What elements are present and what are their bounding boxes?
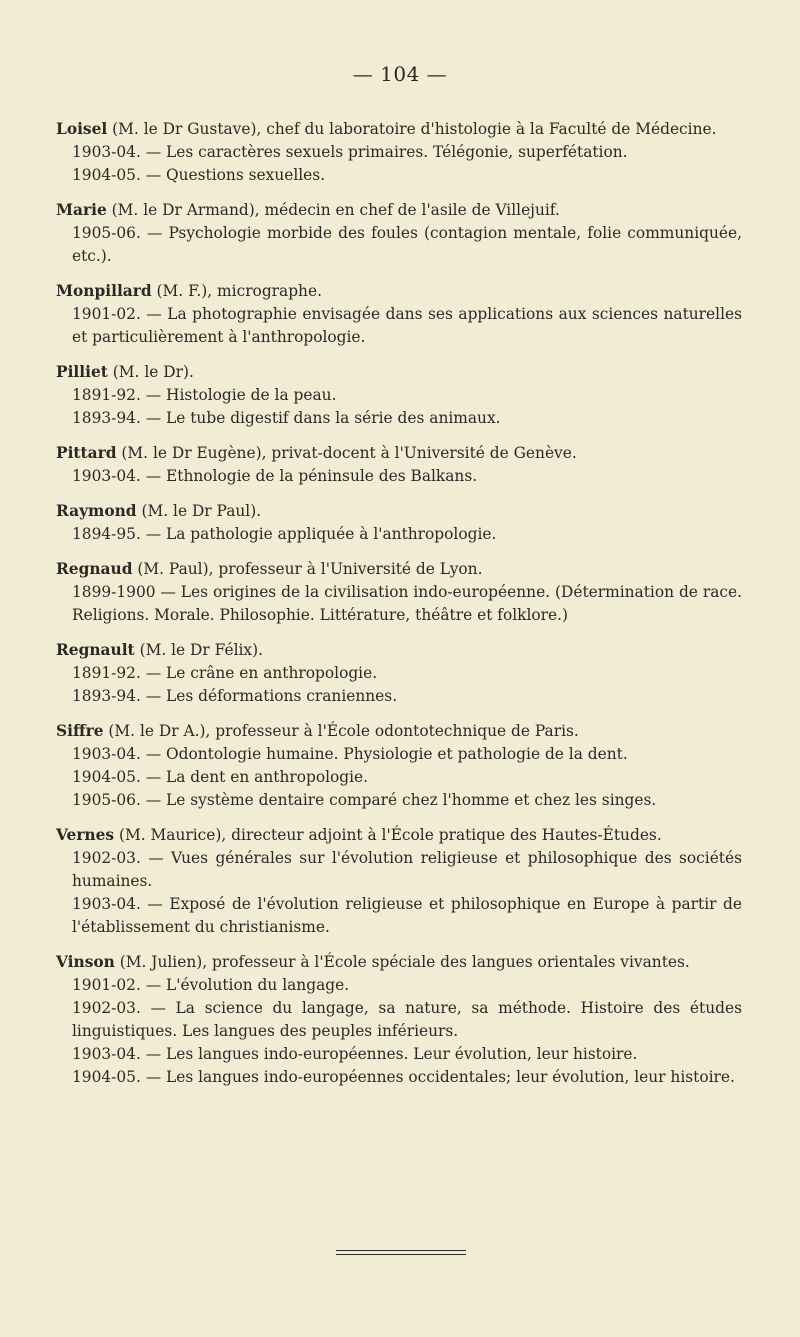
entry-name: Vinson (56, 953, 115, 971)
entry-heading (56, 824, 742, 847)
course-line: 1902-03. — Vues générales sur l'évolution religieuse et philosophique des sociétés humaines. (72, 849, 742, 890)
course-line: 1905-06. — Psychologie morbide des foules (contagion mentale, folie communiquée, etc.). (72, 224, 742, 265)
entry-heading (56, 442, 742, 465)
entry-description: (M. Paul), professeur à l'Université de Lyon. (137, 560, 483, 578)
course-line: 1891-92. — Le crâne en anthropologie. (72, 664, 378, 682)
course-line: 1903-04. — Les caractères sexuels primaires. Télégonie, superfétation. (72, 143, 628, 161)
entry-vernes (56, 824, 742, 939)
course-line: 1902-03. — La science du langage, sa nature, sa méthode. Histoire des études linguistiques. Les langues des peuples inférieurs. (72, 999, 742, 1040)
course-line: 1893-94. — Le tube digestif dans la série des animaux. (72, 409, 501, 427)
entry-heading (56, 558, 742, 581)
course-line: 1899-1900 — Les origines de la civilisation indo-européenne. (Détermination de race. Religions. Morale. Philosophie. Littérature, théâtre et folklore.) (72, 583, 742, 624)
entry-name: Siffre (56, 722, 104, 740)
entry-description: (M. F.), micrographe. (156, 282, 322, 300)
course-line: 1904-05. — La dent en anthropologie. (72, 768, 369, 786)
entry-name: Raymond (56, 502, 137, 520)
entry-description: (M. le Dr Gustave), chef du laboratoire d'histologie à la Faculté de Médecine. (112, 120, 717, 138)
entry-description: (M. le Dr A.), professeur à l'École odontotechnique de Paris. (108, 722, 579, 740)
entry-name: Regnault (56, 641, 135, 659)
entry-heading (56, 500, 742, 523)
entry-pilliet (56, 361, 742, 430)
course-line: 1901-02. — L'évolution du langage. (72, 976, 350, 994)
entry-heading (56, 951, 742, 974)
entry-description: (M. Julien), professeur à l'École spéciale des langues orientales vivantes. (119, 953, 690, 971)
entry-heading (56, 199, 742, 222)
course-line: 1903-04. — Odontologie humaine. Physiologie et pathologie de la dent. (72, 745, 628, 763)
entry-heading (56, 361, 742, 384)
course-line: 1901-02. — La photographie envisagée dans ses applications aux sciences naturelles et particulièrement à l'anthropologie. (72, 305, 742, 346)
entry-name: Pittard (56, 444, 117, 462)
entry-pittard (56, 442, 742, 488)
entry-description: (M. le Dr). (112, 363, 194, 381)
entry-description: (M. le Dr Eugène), privat-docent à l'Université de Genève. (121, 444, 577, 462)
course-line: 1894-95. — La pathologie appliquée à l'anthropologie. (72, 525, 497, 543)
entry-heading (56, 280, 742, 303)
entry-heading (56, 720, 742, 743)
course-line: 1903-04. — Ethnologie de la péninsule des Balkans. (72, 467, 478, 485)
course-line: 1904-05. — Les langues indo-européennes occidentales; leur évolution, leur histoire. (72, 1068, 735, 1086)
entry-description: (M. le Dr Paul). (141, 502, 262, 520)
entry-description: (M. le Dr Félix). (139, 641, 263, 659)
entry-name: Monpillard (56, 282, 152, 300)
entry-vinson (56, 951, 742, 1089)
entry-name: Loisel (56, 120, 108, 138)
course-line: 1891-92. — Histologie de la peau. (72, 386, 337, 404)
entry-description: (M. Maurice), directeur adjoint à l'École pratique des Hautes-Études. (118, 826, 662, 844)
entry-regnaud (56, 558, 742, 627)
entry-loisel (56, 118, 742, 187)
course-line: 1904-05. — Questions sexuelles. (72, 166, 326, 184)
entry-heading (56, 118, 742, 141)
entry-raymond (56, 500, 742, 546)
entry-name: Marie (56, 201, 107, 219)
entry-monpillard (56, 280, 742, 349)
closing-double-rule (336, 1250, 466, 1251)
entry-heading (56, 639, 742, 662)
entries-list (56, 118, 742, 1101)
entry-name: Pilliet (56, 363, 108, 381)
entry-description: (M. le Dr Armand), médecin en chef de l'asile de Villejuif. (111, 201, 560, 219)
entry-name: Vernes (56, 826, 115, 844)
page-number: — 104 — (352, 62, 448, 86)
course-line: 1903-04. — Exposé de l'évolution religieuse et philosophique en Europe à partir de l'établissement du christianisme. (72, 895, 742, 936)
entry-marie (56, 199, 742, 268)
entry-name: Regnaud (56, 560, 133, 578)
course-line: 1893-94. — Les déformations craniennes. (72, 687, 398, 705)
course-line: 1903-04. — Les langues indo-européennes. Leur évolution, leur histoire. (72, 1045, 638, 1063)
entry-regnault (56, 639, 742, 708)
entry-siffre (56, 720, 742, 812)
course-line: 1905-06. — Le système dentaire comparé chez l'homme et chez les singes. (72, 791, 657, 809)
